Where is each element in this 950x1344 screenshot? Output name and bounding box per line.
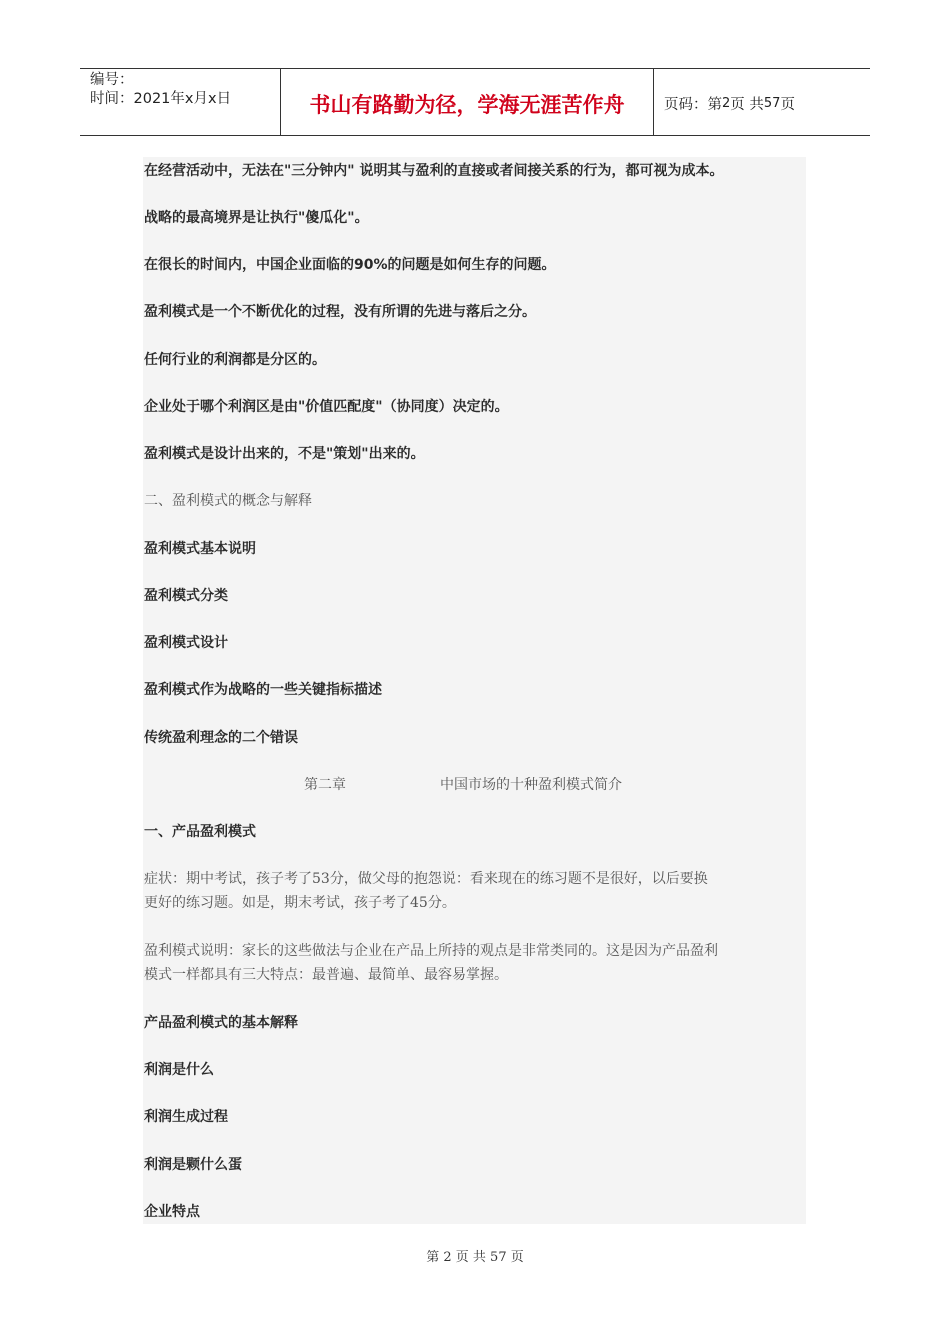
list-item: 盈利模式设计 [144,635,228,651]
list-item: 利润生成过程 [144,1109,228,1125]
symptom-line-2: 更好的练习题。如是，期末考试，孩子考了45分。 [144,895,456,911]
paragraph: 在经营活动中，无法在"三分钟内" 说明其与盈利的直接或者间接关系的行为，都可视为成本。 [144,163,724,179]
chapter-label: 第二章 [304,777,346,793]
header-motto: 书山有路勤为径，学海无涯苦作舟 [281,69,654,135]
section-heading: 二、盈利模式的概念与解释 [144,493,312,509]
chapter-title: 中国市场的十种盈利模式简介 [440,777,622,793]
header-page-info [654,69,870,135]
section-title: 一、产品盈利模式 [144,824,256,840]
list-item: 盈利模式分类 [144,588,228,604]
symptom-line-1: 症状：期中考试，孩子考了53分，做父母的抱怨说：看来现在的练习题不是很好，以后要换 [144,871,708,887]
explain-line-2: 模式一样都具有三大特点：最普遍、最简单、最容易掌握。 [144,967,508,983]
time-label: 时间：2021年x月x日 [90,91,232,107]
page-mid: 页 共 [730,96,764,113]
page-suffix: 页 [780,96,795,113]
explain-line-1: 盈利模式说明：家长的这些做法与企业在产品上所持的观点是非常类同的。这是因为产品盈利 [144,943,718,959]
document-body [143,157,806,1224]
paragraph: 任何行业的利润都是分区的。 [144,352,326,368]
list-item: 利润是颗什么蛋 [144,1157,242,1173]
list-item: 利润是什么 [144,1062,214,1078]
page-header [80,68,870,136]
list-item: 传统盈利理念的二个错误 [144,730,298,746]
header-meta [80,69,281,135]
list-item: 企业特点 [144,1204,200,1220]
list-item: 盈利模式基本说明 [144,541,256,557]
list-item: 盈利模式作为战略的一些关键指标描述 [144,682,382,698]
paragraph: 企业处于哪个利润区是由"价值匹配度"（协同度）决定的。 [144,399,509,415]
page-prefix: 页码：第 [664,96,722,113]
paragraph: 盈利模式是设计出来的，不是"策划"出来的。 [144,446,425,462]
paragraph: 战略的最高境界是让执行"傻瓜化"。 [144,210,369,226]
page-number: 2 [722,95,731,111]
page-footer: 第 2 页 共 57 页 [426,1250,524,1265]
paragraph: 盈利模式是一个不断优化的过程，没有所谓的先进与落后之分。 [144,304,536,320]
number-label: 编号： [90,72,134,88]
paragraph: 在很长的时间内，中国企业面临的90%的问题是如何生存的问题。 [144,257,556,273]
page-total: 57 [763,95,781,111]
list-item: 产品盈利模式的基本解释 [144,1015,298,1031]
